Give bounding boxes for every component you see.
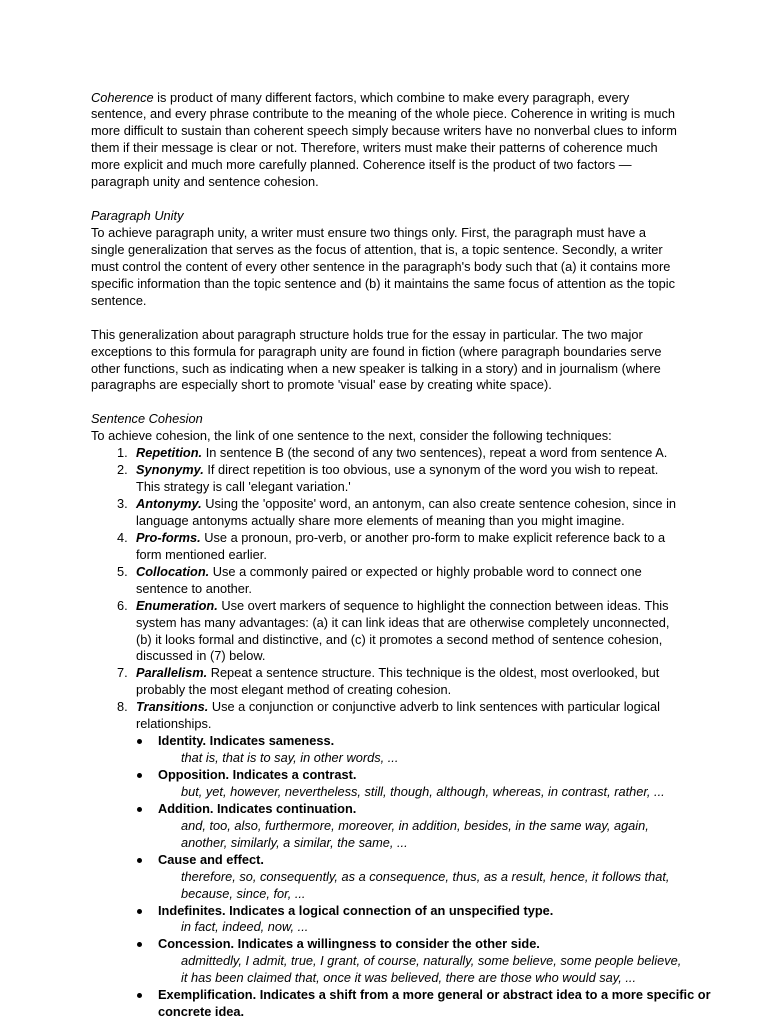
list-item-number: 2. xyxy=(117,462,128,478)
paragraph-line: must control the content of every other sentence in the paragraph's body such that (a) it contains more xyxy=(91,258,671,274)
generalization-paragraph xyxy=(0,327,768,395)
list-item-line xyxy=(0,445,768,462)
list-item-number: 6. xyxy=(117,597,128,613)
transition-examples: and, too, also, furthermore, moreover, in addition, besides, in the same way, again, xyxy=(181,817,649,833)
paragraph-line xyxy=(0,90,768,107)
list-item-line xyxy=(0,598,768,615)
transition-item xyxy=(0,733,768,767)
paragraph-line: sentence. xyxy=(91,292,147,308)
paragraph-line: other functions, such as indicating when a new speaker is talking in a story) and in journalism (where xyxy=(91,360,661,376)
transition-examples: another, similarly, a similar, the same, ... xyxy=(181,834,408,850)
list-item xyxy=(0,496,768,530)
transition-types-list xyxy=(0,733,768,1021)
transition-label xyxy=(0,767,768,784)
paragraph-line: more explicit and much more carefully planned. Coherence itself is the product of two factors — xyxy=(91,157,632,173)
list-item xyxy=(0,699,768,733)
paragraph-spacer xyxy=(0,191,768,208)
paragraph-text: is product of many different factors, which combine to make every paragraph, every xyxy=(157,89,630,105)
transition-label-text: Addition. Indicates continuation. xyxy=(158,800,357,816)
list-item-line: relationships. xyxy=(136,716,212,732)
list-item xyxy=(0,445,768,462)
list-item-line: discussed in (7) below. xyxy=(136,648,266,664)
list-item-label: Repetition. xyxy=(136,445,203,461)
list-item-number: 8. xyxy=(117,699,128,715)
list-item-text: Use overt markers of sequence to highlight the connection between ideas. This xyxy=(221,597,669,613)
list-item-label: Enumeration. xyxy=(136,597,218,613)
list-item-line xyxy=(0,496,768,513)
bullet-icon xyxy=(137,909,142,914)
transition-examples: because, since, for, ... xyxy=(181,885,306,901)
paragraph-line: more difficult to sustain than coherent speech simply because writers have no nonverbal clues to inform xyxy=(91,123,677,139)
paragraph-line: single generalization that serves as the focus of attention, that is, a topic sentence. Secondly, a writer xyxy=(91,241,663,257)
list-item-text: Use a conjunction or conjunctive adverb to link sentences with particular logical xyxy=(211,699,660,715)
bullet-icon xyxy=(137,807,142,812)
document-body xyxy=(0,90,768,1022)
paragraph-line: This generalization about paragraph structure holds true for the essay in particular. The two major xyxy=(91,326,643,342)
paragraph-line: them if their message is clear or not. Therefore, writers must make their patterns of coherence much xyxy=(91,140,658,156)
transition-label xyxy=(0,987,768,1004)
transition-label-text: Exemplification. Indicates a shift from a more general or abstract idea to a more specific or xyxy=(158,987,711,1003)
transition-examples: admittedly, I admit, true, I grant, of course, naturally, some believe, some people believe, xyxy=(181,953,682,969)
list-item-number: 7. xyxy=(117,665,128,681)
paragraph-unity-paragraph xyxy=(0,225,768,310)
list-item xyxy=(0,462,768,496)
transition-item xyxy=(0,987,768,1021)
list-item-text: Repeat a sentence structure. This technique is the oldest, most overlooked, but xyxy=(210,665,660,681)
paragraph-line: paragraph unity and sentence cohesion. xyxy=(91,174,319,190)
paragraph-line: To achieve paragraph unity, a writer must ensure two things only. First, the paragraph must have a xyxy=(91,225,647,240)
transition-label xyxy=(0,852,768,869)
list-item-line xyxy=(0,462,768,479)
list-item-number: 4. xyxy=(117,529,128,545)
transition-label-text: Cause and effect. xyxy=(158,851,264,867)
transition-examples: it has been claimed that, once it was believed, there are those who would say, ... xyxy=(181,970,637,986)
coherence-term: Coherence xyxy=(91,89,154,105)
list-item-line: This strategy is call 'elegant variation.' xyxy=(136,479,351,495)
transition-examples: in fact, indeed, now, ... xyxy=(181,919,309,935)
transition-label xyxy=(0,733,768,750)
transition-examples: that is, that is to say, in other words, ... xyxy=(181,750,399,766)
list-item-text: Use a pronoun, pro-verb, or another pro-form to make explicit reference back to a xyxy=(204,529,666,545)
list-item-label: Transitions. xyxy=(136,699,209,715)
intro-paragraph xyxy=(0,90,768,192)
list-item xyxy=(0,665,768,699)
transition-label-text: Concession. Indicates a willingness to consider the other side. xyxy=(158,936,540,952)
techniques-list xyxy=(0,445,768,733)
list-item xyxy=(0,530,768,564)
bullet-icon xyxy=(137,773,142,778)
list-item-label: Parallelism. xyxy=(136,665,208,681)
list-item-number: 5. xyxy=(117,563,128,579)
transition-item xyxy=(0,801,768,852)
list-item-line xyxy=(0,665,768,682)
transition-label xyxy=(0,936,768,953)
list-item-line: form mentioned earlier. xyxy=(136,546,267,562)
bullet-icon xyxy=(137,993,142,998)
list-item xyxy=(0,564,768,598)
list-item-text: If direct repetition is too obvious, use a synonym of the word you wish to repeat. xyxy=(207,462,659,478)
list-item-line: language antonyms actually share more elements of meaning than you might imagine. xyxy=(136,512,625,528)
list-item-line: probably the most elegant method of creating cohesion. xyxy=(136,682,452,698)
paragraph-spacer xyxy=(0,394,768,411)
transition-examples: but, yet, however, nevertheless, still, though, although, whereas, in contrast, rather, ... xyxy=(181,783,665,799)
sentence-cohesion-heading: Sentence Cohesion xyxy=(91,411,203,427)
list-item-label: Pro-forms. xyxy=(136,529,201,545)
transition-item xyxy=(0,767,768,801)
list-item-number: 3. xyxy=(117,496,128,511)
sentence-cohesion-intro: To achieve cohesion, the link of one sentence to the next, consider the following techniques: xyxy=(91,428,612,444)
list-item-line: (b) it looks formal and distinctive, and (c) it promotes a second method of sentence cohesion, xyxy=(136,631,663,647)
transition-item xyxy=(0,936,768,987)
bullet-icon xyxy=(137,858,142,863)
bullet-icon xyxy=(137,942,142,947)
transition-examples: therefore, so, consequently, as a consequence, thus, as a result, hence, it follows that, xyxy=(181,868,670,884)
transition-label-text: Identity. Indicates sameness. xyxy=(158,733,335,749)
list-item-text: In sentence B (the second of any two sentences), repeat a word from sentence A. xyxy=(205,445,668,461)
list-item-label: Collocation. xyxy=(136,563,210,579)
transition-label-text: Opposition. Indicates a contrast. xyxy=(158,767,357,782)
transition-label-text: Indefinites. Indicates a logical connection of an unspecified type. xyxy=(158,902,554,918)
list-item-line: sentence to another. xyxy=(136,580,252,596)
transition-label xyxy=(0,801,768,818)
paragraph-line: sentence, and every phrase contribute to the meaning of the whole piece. Coherence in writing is much xyxy=(91,106,676,122)
bullet-icon xyxy=(137,739,142,744)
transition-label: concrete idea. xyxy=(158,1004,245,1020)
list-item-line xyxy=(0,564,768,581)
list-item-line xyxy=(0,699,768,716)
list-item-line xyxy=(0,530,768,547)
paragraph-line: paragraphs are especially short to promote 'visual' ease by creating white space). xyxy=(91,377,552,393)
list-item-label: Antonymy. xyxy=(136,496,202,511)
list-item-text: Using the 'opposite' word, an antonym, can also create sentence cohesion, since in xyxy=(205,496,677,511)
list-item-number: 1. xyxy=(117,445,128,461)
paragraph-line: exceptions to this formula for paragraph unity are found in fiction (where paragraph boundaries serve xyxy=(91,343,662,359)
paragraph-unity-heading: Paragraph Unity xyxy=(91,208,184,224)
paragraph-spacer xyxy=(0,310,768,327)
transition-label xyxy=(0,903,768,920)
list-item xyxy=(0,598,768,666)
transition-item xyxy=(0,852,768,903)
list-item-label: Synonymy. xyxy=(136,462,204,478)
paragraph-line: specific information than the topic sentence and (b) it maintains the same focus of attention as the topic xyxy=(91,275,676,291)
list-item-line: system has many advantages: (a) it can link ideas that are otherwise completely unconnected, xyxy=(136,614,670,630)
list-item-text: Use a commonly paired or expected or highly probable word to connect one xyxy=(212,563,642,579)
transition-item xyxy=(0,903,768,937)
